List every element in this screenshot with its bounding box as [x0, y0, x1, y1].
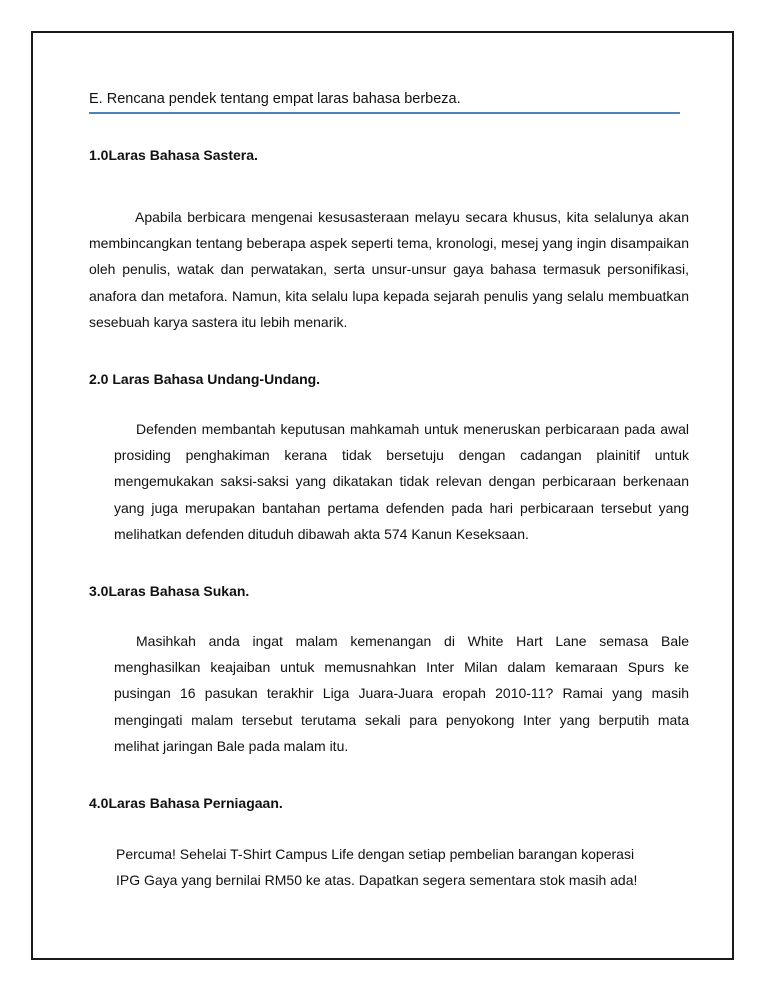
- paragraph-line: Percuma! Sehelai T-Shirt Campus Life dengan setiap pembelian barangan koperasi: [116, 846, 635, 862]
- section-heading-perniagaan: [89, 794, 283, 812]
- section-heading-undang-undang: [89, 370, 320, 388]
- paragraph-line: IPG Gaya yang bernilai RM50 ke atas. Dapatkan segera sementara stok masih ada!: [116, 872, 638, 889]
- section-title: Laras Bahasa Undang-Undang.: [112, 371, 321, 387]
- title-underline: [89, 112, 680, 114]
- section-heading-sastera: [89, 146, 258, 164]
- section-number: 4.0: [89, 795, 109, 811]
- section-heading-sukan: [89, 582, 249, 600]
- paragraph-perniagaan: [116, 841, 689, 893]
- paragraph-sukan: Masihkah anda ingat malam kemenangan di White Hart Lane semasa Bale menghasilkan keajaiban untuk memusnahkan Inter Milan dalam kemaraan Spurs ke pusingan 16 pasukan terakhir Liga Juara-Juara eropah 2010-11? Ramai yang masih mengingati malam tersebut terutama sekali para penyokong Inter yang berputih mata melihat jaringan Bale pada malam itu.: [114, 633, 689, 754]
- section-number: 3.0: [89, 583, 109, 599]
- document-title: E. Rencana pendek tentang empat laras bahasa berbeza.: [89, 91, 461, 107]
- section-number: 1.0: [89, 147, 109, 163]
- section-title: Laras Bahasa Sukan.: [108, 583, 250, 599]
- section-title: Laras Bahasa Sastera.: [108, 147, 258, 163]
- section-number: 2.0: [89, 371, 109, 387]
- section-title: Laras Bahasa Perniagaan.: [108, 795, 283, 811]
- paragraph-undang-undang: Defenden membantah keputusan mahkamah untuk meneruskan perbicaraan pada awal prosiding penghakiman kerana tidak bersetuju dengan cadangan plainitif untuk mengemukakan saksi-saksi yang dikatakan tidak relevan dengan perbicaraan berkenaan yang juga merupakan bantahan pertama defenden pada hari perbicaraan tersebut yang melihatkan defenden dituduh dibawah akta 574 Kanun Keseksaan.: [114, 421, 689, 542]
- paragraph-sastera: Apabila berbicara mengenai kesusasteraan melayu secara khusus, kita selalunya akan membincangkan tentang beberapa aspek seperti tema, kronologi, mesej yang ingin disampaikan oleh penulis, watak dan perwatakan, serta unsur-unsur gaya bahasa termasuk personifikasi, anafora dan metafora. Namun, kita selalu lupa kepada sejarah penulis yang selalu membuatkan sesebuah karya sastera itu lebih menarik.: [89, 209, 689, 330]
